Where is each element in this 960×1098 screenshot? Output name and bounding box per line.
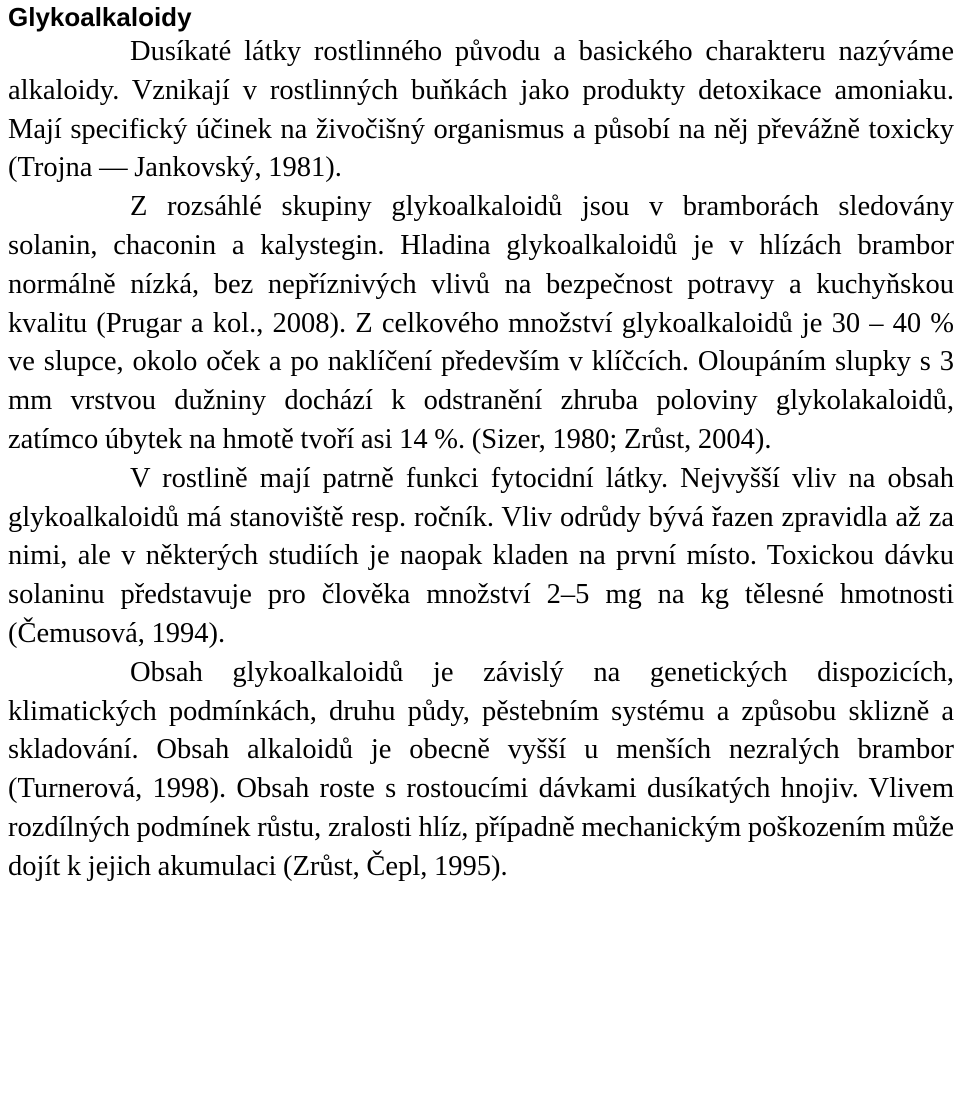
paragraph-content-dependence: Obsah glykoalkaloidů je závislý na genetických dispozicích, klimatických podmínkách, druhu půdy, pěstebním systému a způsobu sklizně a skladování. Obsah alkaloidů je obecně vyšší u menších nezralých brambor (Turnerová, 1998). Obsah roste s rostoucími dávkami dusíkatých hnojiv. Vlivem rozdílných podmínek růstu, zralosti hlíz, případně mechanickým poškozením může dojít k jejich akumulaci (Zrůst, Čepl, 1995).	[8, 656, 954, 882]
paragraph-potato-glycoalkaloids: Z rozsáhlé skupiny glykoalkaloidů jsou v bramborách sledovány solanin, chaconin a kalystegin. Hladina glykoalkaloidů je v hlízách brambor normálně nízká, bez nepříznivých vlivů na bezpečnost potravy a kuchyňskou kvalitu (Prugar a kol., 2008). Z celkového množství glykoalkaloidů je 30 – 40 % ve slupce, okolo oček a po naklíčení především v klíčcích. Oloupáním slupky s 3 mm vrstvou dužniny dochází k odstranění zhruba poloviny glykolakaloidů, zatímco úbytek na hmotě tvoří asi 14 %. (Sizer, 1980; Zrůst, 2004).	[8, 191, 954, 455]
document-page	[8, 0, 954, 887]
paragraph-alkaloids-definition: Dusíkaté látky rostlinného původu a basického charakteru nazýváme alkaloidy. Vznikají v rostlinných buňkách jako produkty detoxikace amoniaku. Mají specifický účinek na živočišný organismus a působí na něj převážně toxicky (Trojna — Jankovský, 1981).	[8, 36, 954, 184]
paragraph-influencing-factors: V rostlině mají patrně funkci fytocidní látky. Nejvyšší vliv na obsah glykoalkaloidů má stanoviště resp. ročník. Vliv odrůdy bývá řazen zpravidla až za nimi, ale v některých studiích je naopak kladen na první místo. Toxickou dávku solaninu představuje pro člověka množství 2–5 mg na kg tělesné hmotnosti (Čemusová, 1994).	[8, 462, 954, 649]
section-heading: Glykoalkaloidy	[8, 2, 192, 32]
